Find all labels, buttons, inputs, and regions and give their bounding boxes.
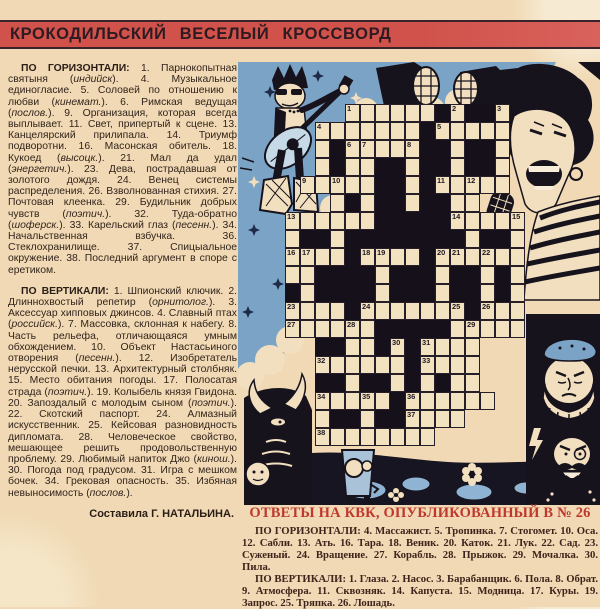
grid-black-cell bbox=[435, 230, 450, 248]
grid-cell bbox=[360, 212, 375, 230]
grid-black-cell bbox=[345, 410, 360, 428]
grid-cell: 33 bbox=[420, 356, 435, 374]
grid-cell bbox=[435, 356, 450, 374]
grid-cell bbox=[495, 176, 510, 194]
grid-cell: 14 bbox=[450, 212, 465, 230]
answers-panel bbox=[242, 505, 598, 609]
grid-black-cell bbox=[345, 230, 360, 248]
grid-black-cell bbox=[345, 284, 360, 302]
grid-black-cell bbox=[420, 140, 435, 158]
grid-cell bbox=[465, 392, 480, 410]
grid-black-cell bbox=[375, 410, 390, 428]
grid-cell bbox=[510, 230, 525, 248]
crossword-grid bbox=[285, 104, 540, 446]
grid-black-cell bbox=[300, 230, 315, 248]
grid-cell: 36 bbox=[405, 392, 420, 410]
grid-black-cell bbox=[480, 104, 495, 122]
grid-black-cell bbox=[390, 266, 405, 284]
answers-across bbox=[242, 525, 598, 573]
grid-cell bbox=[390, 248, 405, 266]
grid-cell: 21 bbox=[450, 248, 465, 266]
grid-cell bbox=[495, 122, 510, 140]
grid-cell bbox=[435, 266, 450, 284]
grid-black-cell bbox=[330, 140, 345, 158]
grid-black-cell bbox=[330, 284, 345, 302]
grid-black-cell bbox=[390, 230, 405, 248]
grid-black-cell bbox=[315, 374, 330, 392]
grid-black-cell bbox=[465, 266, 480, 284]
grid-cell bbox=[390, 122, 405, 140]
grid-black-cell bbox=[420, 320, 435, 338]
grid-cell bbox=[330, 392, 345, 410]
grid-cell bbox=[375, 104, 390, 122]
grid-black-cell bbox=[405, 356, 420, 374]
grid-black-cell bbox=[465, 302, 480, 320]
grid-black-cell bbox=[390, 392, 405, 410]
grid-cell bbox=[510, 284, 525, 302]
grid-black-cell bbox=[375, 176, 390, 194]
grid-black-cell bbox=[450, 284, 465, 302]
grid-black-cell bbox=[435, 374, 450, 392]
grid-black-cell bbox=[450, 230, 465, 248]
grid-cell bbox=[345, 176, 360, 194]
grid-cell bbox=[390, 302, 405, 320]
grid-black-cell bbox=[420, 176, 435, 194]
grid-cell: 1 bbox=[345, 104, 360, 122]
grid-cell bbox=[375, 428, 390, 446]
grid-cell bbox=[450, 158, 465, 176]
grid-cell bbox=[375, 266, 390, 284]
grid-cell bbox=[330, 194, 345, 212]
grid-cell: 17 bbox=[300, 248, 315, 266]
grid-cell bbox=[435, 284, 450, 302]
grid-cell: 24 bbox=[360, 302, 375, 320]
grid-cell bbox=[300, 320, 315, 338]
grid-black-cell bbox=[465, 104, 480, 122]
grid-black-cell bbox=[465, 158, 480, 176]
grid-black-cell bbox=[375, 194, 390, 212]
grid-cell bbox=[375, 356, 390, 374]
grid-cell bbox=[480, 284, 495, 302]
grid-black-cell bbox=[495, 266, 510, 284]
grid-cell bbox=[420, 410, 435, 428]
grid-black-cell bbox=[480, 230, 495, 248]
grid-cell bbox=[420, 428, 435, 446]
grid-cell bbox=[450, 140, 465, 158]
grid-black-cell bbox=[435, 212, 450, 230]
grid-black-cell bbox=[360, 374, 375, 392]
grid-cell: 28 bbox=[345, 320, 360, 338]
grid-black-cell bbox=[330, 338, 345, 356]
grid-cell bbox=[465, 338, 480, 356]
grid-cell bbox=[375, 140, 390, 158]
grid-cell: 19 bbox=[375, 248, 390, 266]
grid-cell bbox=[375, 122, 390, 140]
grid-cell bbox=[450, 392, 465, 410]
grid-cell bbox=[450, 374, 465, 392]
grid-black-cell bbox=[345, 248, 360, 266]
grid-cell bbox=[360, 356, 375, 374]
grid-cell bbox=[465, 230, 480, 248]
grid-cell bbox=[510, 266, 525, 284]
grid-cell bbox=[360, 410, 375, 428]
grid-black-cell bbox=[315, 230, 330, 248]
grid-cell bbox=[480, 212, 495, 230]
grid-cell bbox=[390, 374, 405, 392]
grid-black-cell bbox=[390, 212, 405, 230]
grid-cell bbox=[495, 302, 510, 320]
grid-cell bbox=[465, 356, 480, 374]
answers-title: ОТВЕТЫ НА КВК, ОПУБЛИКОВАННЫЙ В № 26 bbox=[249, 505, 591, 521]
grid-black-cell bbox=[390, 410, 405, 428]
grid-cell bbox=[480, 320, 495, 338]
grid-black-cell bbox=[435, 320, 450, 338]
grid-black-cell bbox=[330, 374, 345, 392]
grid-black-cell bbox=[435, 140, 450, 158]
grid-cell: 10 bbox=[330, 176, 345, 194]
grid-black-cell bbox=[360, 230, 375, 248]
grid-cell bbox=[465, 212, 480, 230]
grid-black-cell bbox=[375, 338, 390, 356]
grid-cell bbox=[450, 320, 465, 338]
grid-cell bbox=[345, 122, 360, 140]
grid-cell bbox=[405, 302, 420, 320]
grid-cell bbox=[315, 248, 330, 266]
grid-cell bbox=[435, 410, 450, 428]
grid-cell bbox=[345, 374, 360, 392]
grid-black-cell bbox=[405, 374, 420, 392]
grid-cell bbox=[450, 356, 465, 374]
grid-cell: 31 bbox=[420, 338, 435, 356]
grid-cell: 2 bbox=[450, 104, 465, 122]
grid-cell: 9 bbox=[300, 176, 315, 194]
grid-cell bbox=[315, 140, 330, 158]
grid-cell bbox=[495, 320, 510, 338]
grid-cell bbox=[375, 302, 390, 320]
grid-cell bbox=[315, 212, 330, 230]
grid-black-cell bbox=[315, 266, 330, 284]
grid-black-cell bbox=[435, 158, 450, 176]
grid-cell bbox=[480, 266, 495, 284]
grid-black-cell bbox=[345, 302, 360, 320]
grid-cell bbox=[300, 302, 315, 320]
grid-black-cell bbox=[420, 284, 435, 302]
grid-cell: 12 bbox=[465, 176, 480, 194]
grid-cell bbox=[435, 392, 450, 410]
crossword-title-band bbox=[0, 20, 600, 49]
answers-across-label: ПО ГОРИЗОНТАЛИ: bbox=[255, 525, 361, 537]
grid-black-cell bbox=[420, 212, 435, 230]
grid-cell bbox=[480, 176, 495, 194]
grid-cell bbox=[315, 158, 330, 176]
grid-cell bbox=[420, 104, 435, 122]
grid-black-cell bbox=[375, 320, 390, 338]
grid-cell: 18 bbox=[360, 248, 375, 266]
grid-black-cell bbox=[405, 320, 420, 338]
grid-cell: 27 bbox=[285, 320, 300, 338]
grid-cell bbox=[345, 428, 360, 446]
grid-cell: 38 bbox=[315, 428, 330, 446]
grid-cell bbox=[300, 266, 315, 284]
grid-cell bbox=[285, 266, 300, 284]
grid-cell bbox=[360, 338, 375, 356]
crossword-illustration bbox=[238, 62, 600, 505]
grid-cell: 3 bbox=[495, 104, 510, 122]
across-clues bbox=[8, 63, 237, 276]
grid-cell bbox=[405, 122, 420, 140]
grid-cell bbox=[375, 392, 390, 410]
grid-cell bbox=[450, 194, 465, 212]
grid-cell bbox=[360, 104, 375, 122]
grid-cell bbox=[300, 284, 315, 302]
grid-cell: 23 bbox=[285, 302, 300, 320]
grid-cell: 37 bbox=[405, 410, 420, 428]
grid-black-cell bbox=[420, 248, 435, 266]
grid-cell: 7 bbox=[360, 140, 375, 158]
grid-cell bbox=[330, 428, 345, 446]
grid-cell bbox=[405, 158, 420, 176]
grid-cell bbox=[390, 104, 405, 122]
down-clues bbox=[8, 286, 237, 499]
grid-cell: 8 bbox=[405, 140, 420, 158]
grid-cell bbox=[345, 356, 360, 374]
grid-cell: 30 bbox=[390, 338, 405, 356]
grid-black-cell bbox=[390, 194, 405, 212]
grid-cell bbox=[420, 374, 435, 392]
grid-cell bbox=[345, 212, 360, 230]
grid-black-cell bbox=[480, 158, 495, 176]
grid-cell bbox=[360, 122, 375, 140]
grid-cell bbox=[450, 122, 465, 140]
author-credit: Составила Г. НАТАЛЬИНА. bbox=[89, 507, 234, 520]
grid-black-cell bbox=[465, 284, 480, 302]
grid-black-cell bbox=[405, 284, 420, 302]
grid-black-cell bbox=[405, 266, 420, 284]
grid-cell: 34 bbox=[315, 392, 330, 410]
grid-cell bbox=[330, 212, 345, 230]
grid-cell bbox=[450, 176, 465, 194]
grid-cell bbox=[435, 338, 450, 356]
grid-cell bbox=[465, 248, 480, 266]
grid-cell bbox=[330, 248, 345, 266]
grid-cell bbox=[435, 302, 450, 320]
grid-cell: 32 bbox=[315, 356, 330, 374]
grid-black-cell bbox=[420, 122, 435, 140]
grid-cell bbox=[465, 374, 480, 392]
grid-cell bbox=[420, 302, 435, 320]
grid-cell: 4 bbox=[315, 122, 330, 140]
page-title: КРОКОДИЛЬСКИЙ ВЕСЕЛЫЙ КРОССВОРД bbox=[10, 25, 392, 43]
grid-black-cell bbox=[420, 230, 435, 248]
grid-cell bbox=[315, 320, 330, 338]
grid-black-cell bbox=[375, 158, 390, 176]
answers-down-text: 1. Глаза. 2. Насос. 3. Барабанщик. 6. Пола. 8. Обрат. 9. Атмосфера. 11. Сквозняк. 14. Капуста. 15. Модница. 17. Куры. 19. Запрос. 25. Тряпка. 26. Лошадь. bbox=[242, 573, 598, 609]
grid-black-cell bbox=[360, 266, 375, 284]
grid-black-cell bbox=[495, 284, 510, 302]
down-clues-label: ПО ВЕРТИКАЛИ: bbox=[21, 285, 109, 297]
grid-cell: 22 bbox=[480, 248, 495, 266]
grid-cell bbox=[390, 140, 405, 158]
grid-black-cell bbox=[360, 284, 375, 302]
grid-cell bbox=[360, 320, 375, 338]
grid-cell bbox=[495, 140, 510, 158]
grid-cell bbox=[345, 392, 360, 410]
grid-black-cell bbox=[345, 266, 360, 284]
grid-cell: 11 bbox=[435, 176, 450, 194]
grid-cell: 26 bbox=[480, 302, 495, 320]
grid-cell: 25 bbox=[450, 302, 465, 320]
grid-cell: 20 bbox=[435, 248, 450, 266]
grid-cell bbox=[375, 284, 390, 302]
grid-cell bbox=[510, 320, 525, 338]
grid-black-cell bbox=[450, 266, 465, 284]
answers-down-label: ПО ВЕРТИКАЛИ: bbox=[255, 573, 347, 585]
grid-black-cell bbox=[495, 230, 510, 248]
grid-black-cell bbox=[345, 194, 360, 212]
grid-black-cell bbox=[435, 104, 450, 122]
grid-cell bbox=[360, 428, 375, 446]
grid-cell: 29 bbox=[465, 320, 480, 338]
grid-cell bbox=[360, 158, 375, 176]
grid-black-cell bbox=[390, 284, 405, 302]
grid-cell bbox=[360, 194, 375, 212]
across-clues-label: ПО ГОРИЗОНТАЛИ: bbox=[21, 63, 130, 74]
grid-black-cell bbox=[330, 158, 345, 176]
grid-black-cell bbox=[285, 284, 300, 302]
grid-cell: 35 bbox=[360, 392, 375, 410]
grid-cell bbox=[315, 302, 330, 320]
grid-black-cell bbox=[315, 284, 330, 302]
grid-cell: 5 bbox=[435, 122, 450, 140]
grid-black-cell bbox=[390, 176, 405, 194]
grid-black-cell bbox=[465, 140, 480, 158]
answers-across-text: 4. Массажист. 5. Тропинка. 7. Стогомет. 10. Оса. 12. Сабли. 13. Ать. 16. Тара. 18. Веник. 20. Каток. 21. Лук. 22. Сад. 23. Суженый. 24. Вращение. 27. Корабль. 28. Прыжок. 29. Мочалка. 30. Пила. bbox=[242, 525, 598, 573]
grid-cell bbox=[390, 428, 405, 446]
grid-cell bbox=[285, 230, 300, 248]
grid-cell bbox=[420, 392, 435, 410]
grid-cell bbox=[510, 248, 525, 266]
grid-black-cell bbox=[390, 158, 405, 176]
grid-black-cell bbox=[420, 158, 435, 176]
grid-cell bbox=[465, 194, 480, 212]
answers-down bbox=[242, 573, 598, 609]
grid-cell bbox=[315, 410, 330, 428]
grid-cell bbox=[465, 122, 480, 140]
grid-cell bbox=[405, 176, 420, 194]
grid-cell bbox=[390, 356, 405, 374]
grid-cell bbox=[480, 122, 495, 140]
grid-black-cell bbox=[405, 212, 420, 230]
grid-cell bbox=[330, 302, 345, 320]
grid-cell bbox=[330, 122, 345, 140]
grid-black-cell bbox=[330, 266, 345, 284]
grid-black-cell bbox=[480, 140, 495, 158]
grid-cell bbox=[360, 176, 375, 194]
grid-cell bbox=[345, 158, 360, 176]
grid-cell bbox=[300, 212, 315, 230]
grid-black-cell bbox=[420, 194, 435, 212]
across-clues-text: 1. Парнокопытная святыня (индийск). 4. Музыкальное единогласие. 5. Соловей по отношению к любви (кинемат.). 6. Римская ведущая (послов.). 9. Организация, которая всегда выплывает. 11. Свет, припертый к сцене. 13. Канцелярский прилипала. 14. Триумф подворотни. 16. Масонская обитель. 18. Кукоед (высоцк.). 21. Мал да удал (энергетич.). 23. Дева, пострадавшая от золотого дождя. 24. Венец системы распределения. 26. Взволнованная стихия. 27. Почтовая клеенка. 29. Будильник добрых чувств (поэтич.). 32. Туда-обратно (шоферск.). 33. Карельский глаз (песенн.). 34. Начальственная взбучка. 36. Стеклохранилище. 37. Спицыальное окружение. 38. Последний аргумент в споре с еретиком. bbox=[8, 63, 237, 276]
grid-cell bbox=[495, 212, 510, 230]
grid-cell bbox=[480, 392, 495, 410]
grid-cell bbox=[405, 194, 420, 212]
grid-black-cell bbox=[390, 320, 405, 338]
grid-cell: 13 bbox=[285, 212, 300, 230]
grid-cell bbox=[450, 410, 465, 428]
grid-black-cell bbox=[435, 194, 450, 212]
grid-cell bbox=[330, 356, 345, 374]
down-clues-text: 1. Шпионский ключик. 2. Длиннохвостый репетир (орнитолог.). 3. Аксессуар хипповых джинсов. 4. Славный птах (российск.). 7. Массовка, склонная к набегу. 8. Часть рельефа, отличающаяся умным обхождением. 10. Объект Настасьиного отворения (песенн.). 12. Изобретатель нерусской печки. 13. Архитектурный столбняк. 15. Место обитания погоды. 17. Полосатая страда (поэтич.). 19. Колыбель князя Гвидона. 20. Запоздалый с молодым сыном (поэтич.). 22. Скотский паспорт. 24. Алмазный искусственник. 25. Кейсовая разновидность дипломата. 28. Человеческое свойство, мешающее решить продовольственную проблему. 29. Любимый напиток Джо (кинош.). 30. Погода под градусом. 31. Игра с мешком бочек. 34. Грековая опасность. 35. Избяная невыносимость (послов.). bbox=[8, 285, 238, 499]
clues-column bbox=[8, 63, 237, 530]
grid-black-cell bbox=[420, 266, 435, 284]
grid-cell bbox=[345, 338, 360, 356]
grid-black-cell bbox=[330, 410, 345, 428]
grid-cell: 16 bbox=[285, 248, 300, 266]
grid-black-cell bbox=[375, 230, 390, 248]
grid-cell bbox=[405, 428, 420, 446]
grid-black-cell bbox=[315, 338, 330, 356]
grid-cell bbox=[330, 230, 345, 248]
grid-cell: 6 bbox=[345, 140, 360, 158]
grid-cell bbox=[510, 302, 525, 320]
grid-cell bbox=[495, 158, 510, 176]
grid-cell bbox=[315, 176, 330, 194]
grid-black-cell bbox=[375, 212, 390, 230]
grid-black-cell bbox=[405, 338, 420, 356]
grid-cell bbox=[405, 104, 420, 122]
grid-cell bbox=[495, 248, 510, 266]
grid-cell: 15 bbox=[510, 212, 525, 230]
grid-black-cell bbox=[405, 230, 420, 248]
grid-cell bbox=[450, 338, 465, 356]
grid-cell bbox=[405, 248, 420, 266]
grid-cell bbox=[330, 320, 345, 338]
grid-black-cell bbox=[375, 374, 390, 392]
